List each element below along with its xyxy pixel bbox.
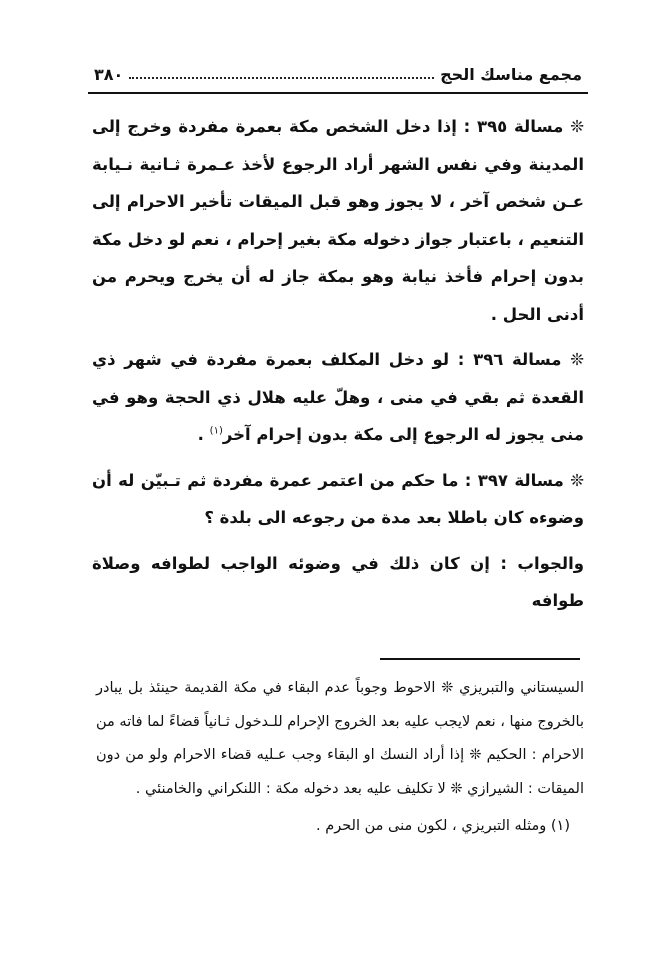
page-number: ٣٨٠ (94, 64, 124, 84)
footnote-continuation: السيستاني والتبريزي ❊ الاحوط وجوباً عدم البقاء في مكة القديمة حينئذ بل يبادر بالخروج منها ، نعم لايجب عليه بعد الخروج الإحرام للـدخول ثـانياً قضاءً لما فاته من الاحرام : الحكيم ❊ إذا أراد النسك او البقاء وجب عـليه قضاء الاحرام ولو من دون الميقات : الشيرازي ❊ لا تكليف عليه بعد دخوله مكة : اللنكراني والخامنئي . (96, 680, 584, 797)
asterisk-icon: ❊ (563, 117, 584, 136)
question-text: ما حكم من اعتمر عمرة مفردة ثم تـبيّن له أن وضوءه كان باطلا بعد مدة من رجوعه الى بلدة ؟ (92, 470, 584, 527)
answer-label: والجواب (517, 553, 584, 573)
asterisk-icon: ❊ (563, 470, 584, 490)
question-text: لو دخل المكلف بعمرة مفردة في شهر ذي القعدة ثم بقي في منى ، وهلّ عليه هلال ذي الحجة وهو في منى يجوز له الرجوع إلى مكة بدون إحرام آخر (92, 350, 584, 444)
question-395 (92, 108, 584, 333)
question-label: مسالة ٣٩٧ (477, 470, 564, 490)
colon-separator: : (456, 117, 478, 136)
header-rule (88, 92, 588, 94)
question-396 (92, 341, 584, 454)
colon-separator: : (458, 470, 478, 490)
running-header (88, 60, 588, 88)
footnote-1 (96, 810, 584, 844)
answer (92, 545, 584, 620)
colon-separator: : (449, 350, 474, 369)
main-text (92, 108, 584, 620)
question-label: مسالة ٣٩٦ (473, 350, 562, 369)
footnote-rule (380, 658, 580, 660)
footnote-text: ومثله التبريزي ، لكون منى من الحرم . (316, 818, 547, 834)
asterisk-icon: ❊ (561, 350, 585, 369)
answer-text: إن كان ذلك في وضوئه الواجب لطوافه وصلاة طوافه (92, 553, 584, 610)
question-ending: . (197, 425, 210, 444)
header-dot-leader (129, 77, 434, 79)
question-397 (92, 462, 584, 537)
question-text: إذا دخل الشخص مكة بعمرة مفردة وخرج إلى المدينة وفي نفس الشهر أراد الرجوع لأخذ عـمرة ثـانية نـيابة عـن شخص آخر ، لا يجوز وهو قبل الميقات تأخير الاحرام إلى التنعيم ، باعتبار جواز دخوله مكة بغير إحرام ، نعم لو دخل مكة بدون إحرام فأخذ نيابة وهو بمكة جاز له أن يخرج ويحرم من أدنى الحل . (92, 117, 584, 324)
footnotes (96, 672, 584, 844)
colon-separator: : (489, 553, 518, 573)
header-title: مجمع مناسك الحج (440, 64, 582, 84)
question-label: مسالة ٣٩٥ (477, 117, 564, 136)
footnote-marker: (١) (550, 818, 570, 834)
footnote-reference: (١) (209, 425, 223, 437)
